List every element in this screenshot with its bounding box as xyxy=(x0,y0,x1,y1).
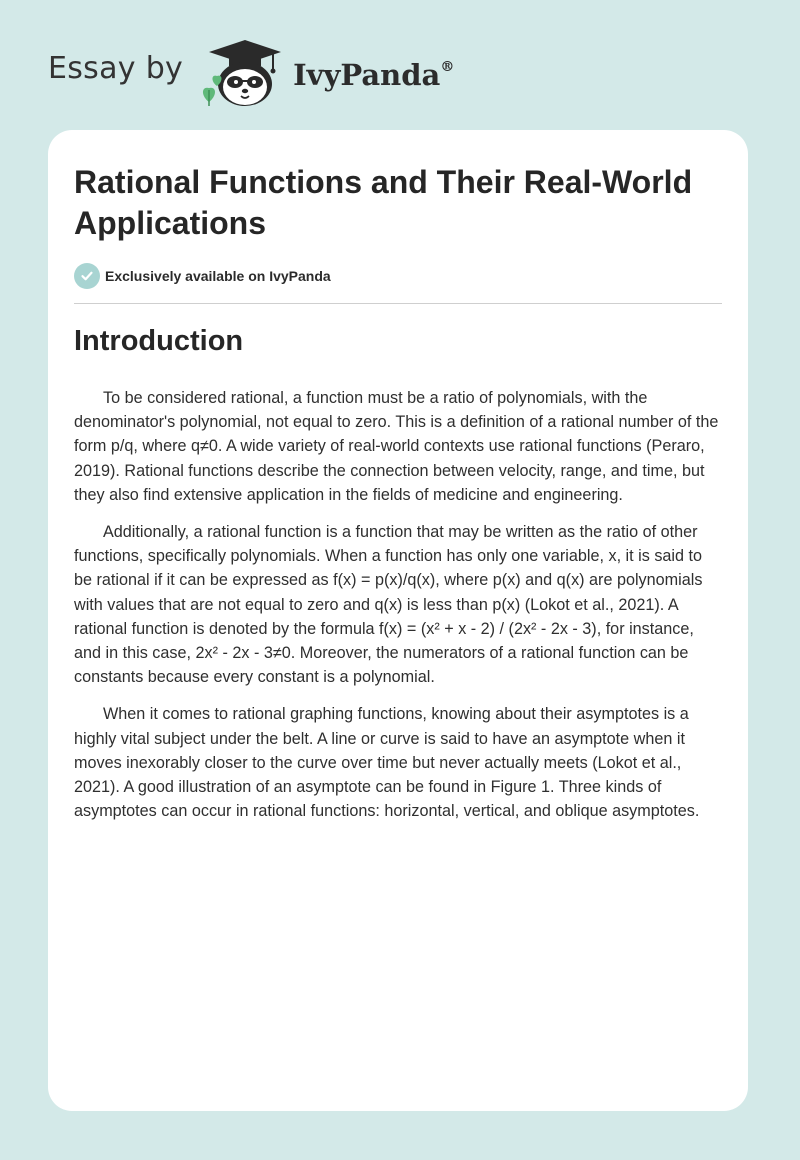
essay-title: Rational Functions and Their Real-World Applications xyxy=(74,164,693,241)
paragraph: When it comes to rational graphing functions, knowing about their asymptotes is a highly vital subject under the belt. A line or curve is said to have an asymptote when it moves inexorably closer to the curve over time but never actually meets (Lokot et al., 2021). A good illustration of an asymptote can be found in Figure 1. Three kinds of asymptotes can occur in rational functions: horizontal, vertical, and oblique asymptotes. xyxy=(74,705,700,821)
checkmark-svg xyxy=(80,269,94,283)
checkmark-icon xyxy=(74,263,100,289)
brand-name-text: IvyPanda xyxy=(293,58,441,92)
essay-by-label: Essay by xyxy=(48,50,184,86)
paragraph: To be considered rational, a function must be a ratio of polynomials, with the denominator's polynomial, not equal to zero. This is a definition of a rational number of the form p/q, where q≠0. A wide variety of real-world contexts use rational functions (Peraro, 2019). Rational functions describe the connection between velocity, range, and time, but they also find extensive application in the fields of medicine and engineering. xyxy=(74,389,719,504)
registered-mark: ® xyxy=(440,59,455,75)
panda-logo-svg xyxy=(197,36,289,108)
exclusive-badge xyxy=(74,263,331,289)
essay-card xyxy=(48,130,748,1111)
essay-body xyxy=(74,386,724,836)
badge-text: Exclusively available on IvyPanda xyxy=(105,268,331,284)
divider xyxy=(74,303,722,304)
site-header xyxy=(48,36,454,108)
brand-name[interactable] xyxy=(293,58,454,92)
paragraph: Additionally, a rational function is a function that may be written as the ratio of other functions, specifically polynomials. When a function has only one variable, x, it is said to be rational if it can be expressed as f(x) = p(x)/q(x), where p(x) and q(x) are polynomials with values that are not equal to zero and q(x) is less than p(x) (Lokot et al., 2021). A rational function is denoted by the formula f(x) = (x² + x - 2) / (2x² - 2x - 3), for instance, and in this case, 2x² - 2x - 3≠0. Moreover, the numerators of a rational function can be constants because every constant is a polynomial. xyxy=(74,523,703,687)
section-heading-introduction: Introduction xyxy=(74,325,244,357)
ivypanda-panda-logo-icon[interactable] xyxy=(197,36,289,108)
